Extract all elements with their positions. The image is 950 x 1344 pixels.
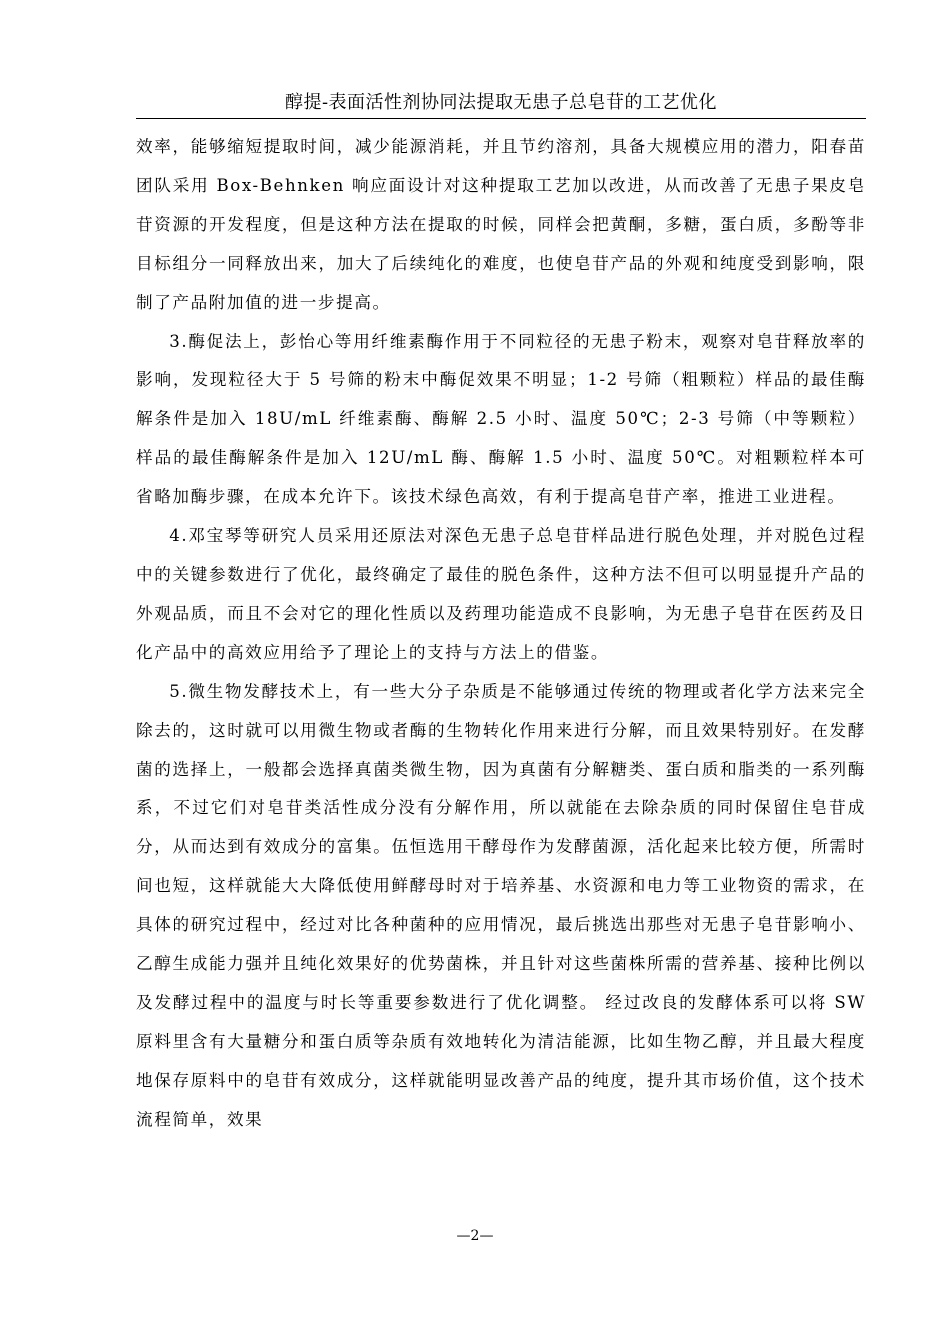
paragraph-microbial-fermentation: 5.微生物发酵技术上，有一些大分子杂质是不能够通过传统的物理或者化学方法来完全除去的，这时就可以用微生物或者酶的生物转化作用来进行分解，而且效果特别好。在发酵菌的选择上，一般都会选择真菌类微生物，因为真菌有分解糖类、蛋白质和脂类的一系列酶系，不过它们对皂苷类活性成分没有分解作用，所以就能在去除杂质的同时保留住皂苷成分，从而达到有效成分的富集。伍恒选用干酵母作为发酵菌源，活化起来比较方便，所需时间也短，这样就能大大降低使用鲜酵母时对于培养基、水资源和电力等工业物资的需求，在具体的研究过程中，经过对比各种菌种的应用情况，最后挑选出那些对无患子皂苷影响小、乙醇生成能力强并且纯化效果好的优势菌株，并且针对这些菌株所需的营养基、接种比例以及发酵过程中的温度与时长等重要参数进行了优化调整。 经过改良的发酵体系可以将 SW 原料里含有大量糖分和蛋白质等杂质有效地转化为清洁能源，比如生物乙醇，并且最大程度地保存原料中的皂苷有效成分，这样就能明显改善产品的纯度，提升其市场价值，这个技术流程简单，效果 xyxy=(136,681,866,1129)
paragraph-enzymatic-method: 3.酶促法上，彭怡心等用纤维素酶作用于不同粒径的无患子粉末，观察对皂苷释放率的影响，发现粒径大于 5 号筛的粉末中酶促效果不明显；1-2 号筛（粗颗粒）样品的最佳酶解条件是加入 18U/mL 纤维素酶、酶解 2.5 小时、温度 50℃；2-3 号筛（中等颗粒）样品的最佳酶解条件是加入 12U/mL 酶、酶解 1.5 小时、温度 50℃。对粗颗粒样本可省略加酶步骤，在成本允许下。该技术绿色高效，有利于提高皂苷产率，推进工业进程。 xyxy=(136,331,866,507)
paragraph-reduction-decolorization: 4.邓宝琴等研究人员采用还原法对深色无患子总皂苷样品进行脱色处理，并对脱色过程中的关键参数进行了优化，最终确定了最佳的脱色条件，这种方法不但可以明显提升产品的外观品质，而且不会对它的理化性质以及药理功能造成不良影响，为无患子皂苷在医药及日化产品中的高效应用给予了理论上的支持与方法上的借鉴。 xyxy=(136,526,866,662)
paragraph-continuation: 效率，能够缩短提取时间，减少能源消耗，并且节约溶剂，具备大规模应用的潜力，阳春苗团队采用 Box-Behnken 响应面设计对这种提取工艺加以改进，从而改善了无患子果皮皂苷资源的开发程度，但是这种方法在提取的时候，同样会把黄酮，多糖，蛋白质，多酚等非目标组分一同释放出来，加大了后续纯化的难度，也使皂苷产品的外观和纯度受到影响，限制了产品附加值的进一步提高。 xyxy=(136,137,866,312)
running-header-title: 醇提-表面活性剂协同法提取无患子总皂苷的工艺优化 xyxy=(284,92,718,113)
body-text xyxy=(136,128,866,1140)
page-number: —2— xyxy=(456,1228,494,1244)
running-header xyxy=(136,90,866,119)
